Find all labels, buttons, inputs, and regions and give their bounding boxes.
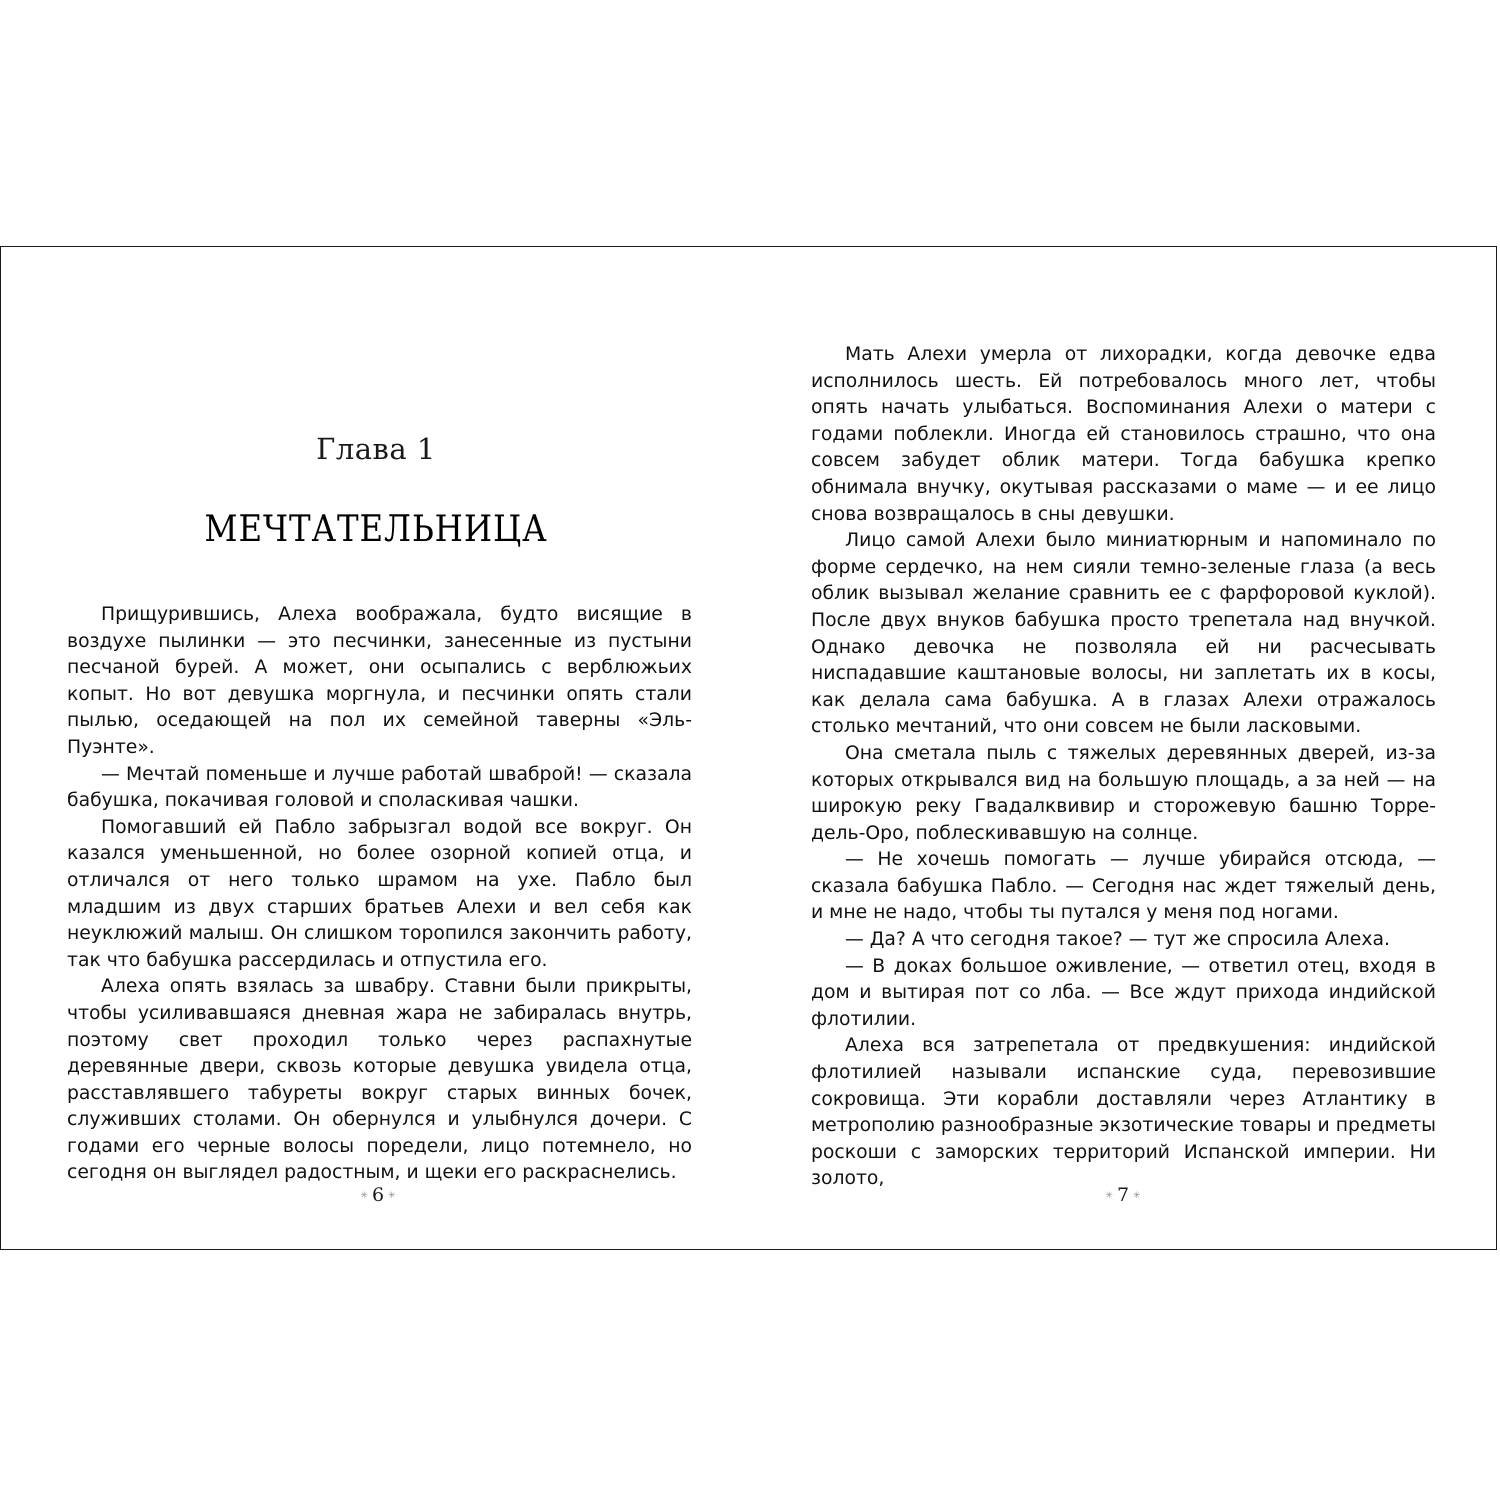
ornament-icon: ✳ xyxy=(360,1191,368,1201)
chapter-title: МЕЧТАТЕЛЬНИЦА xyxy=(204,509,548,550)
right-page xyxy=(751,247,1498,1249)
ornament-icon: ✳ xyxy=(1133,1191,1141,1201)
page-number-left xyxy=(328,1184,428,1206)
chapter-number: Глава 1 xyxy=(316,432,436,466)
paragraph: — Да? А что сегодня такое? — тут же спросила Алеха. xyxy=(845,929,1390,951)
paragraph: — Мечтай поменьше и лучше работай шваброй! — сказала бабушка, покачивая головой и споласкивая чашки. xyxy=(67,763,692,812)
paragraph: — Не хочешь помогать — лучше убирайся отсюда, — сказала бабушка Пабло. — Сегодня нас ждет тяжелый день, и мне не надо, чтобы ты путался у меня под ногами. xyxy=(811,849,1436,924)
paragraph: Алеха опять взялась за швабру. Ставни были прикрыты, чтобы усиливавшаяся дневная жара не забиралась внутрь, поэтому свет проходил только через распахнутые деревянные двери, сквозь которые девушка увидела отца, расставлявшего табуреты вокруг старых винных бочек, служивших столами. Он обернулся и улыбнулся дочери. С годами его черные волосы поредели, лицо потемнело, но сегодня он выглядел радостным, и щеки его раскраснелись. xyxy=(67,976,692,1184)
left-page xyxy=(1,247,751,1249)
paragraph: Прищурившись, Алеха воображала, будто висящие в воздухе пылинки — это песчинки, занесенные из пустыни песчаной бурей. А может, они осыпались с верблюжьих копыт. Но вот девушка моргнула, и песчинки опять стали пылью, оседающей на пол их семейной таверны «Эль-Пуэнте». xyxy=(67,604,692,758)
paragraph: Помогавший ей Пабло забрызгал водой все вокруг. Он казался уменьшенной, но более озорной копией отца, и отличался от него только шрамом на ухе. Пабло был младшим из двух старших братьев Алехи и вел себя как неуклюжий малыш. Он слишком торопился закончить работу, так что бабушка рассердилась и отпустила его. xyxy=(67,816,692,971)
paragraph: Мать Алехи умерла от лихорадки, когда девочке едва исполнилось шесть. Ей потребовалось много лет, чтобы опять начать улыбаться. Воспоминания Алехи о матери с годами поблекли. Иногда ей становилось страшно, что она совсем забудет облик матери. Тогда бабушка крепко обнимала внучку, окутывая рассказами о маме — и ее лицо снова возвращалось в сны девушки. xyxy=(811,344,1436,525)
book-spread xyxy=(0,246,1497,1250)
ornament-icon: ✳ xyxy=(1105,1191,1113,1201)
right-page-body xyxy=(811,342,1436,1193)
page-number-right xyxy=(1073,1184,1173,1206)
page-number-value: 7 xyxy=(1116,1184,1130,1206)
paragraph: — В доках большое оживление, — ответил отец, входя в дом и вытирая пот со лба. — Все ждут прихода индийской флотилии. xyxy=(811,955,1436,1030)
paragraph: Лицо самой Алехи было миниатюрным и напоминало по форме сердечко, на нем сияли темно-зеленые глаза (а весь облик вызывал желание сравнить ее с фарфоровой куклой). После двух внуков бабушка просто трепетала над внучкой. Однако девочка не позволяла ей ни расчесывать ниспадавшие каштановые волосы, ни заплетать их в косы, как делала сама бабушка. А в глазах Алехи отражалось столько мечтаний, что они совсем не были ласковыми. xyxy=(811,530,1436,738)
ornament-icon: ✳ xyxy=(388,1191,396,1201)
left-page-body xyxy=(67,602,692,1187)
paragraph: Алеха вся затрепетала от предвкушения: индийской флотилией называли испанские суда, перевозившие сокровища. Эти корабли доставляли через Атлантику в метрополию разнообразные экзотические товары и предметы роскоши с заморских территорий Испанской империи. Ни золото, xyxy=(811,1035,1436,1190)
page-number-value: 6 xyxy=(371,1184,385,1206)
paragraph: Она сметала пыль с тяжелых деревянных дверей, из-за которых открывался вид на большую площадь, а за ней — на широкую реку Гвадалквивир и сторожевую башню Торре-дель-Оро, поблескивавшую на солнце. xyxy=(811,742,1436,844)
